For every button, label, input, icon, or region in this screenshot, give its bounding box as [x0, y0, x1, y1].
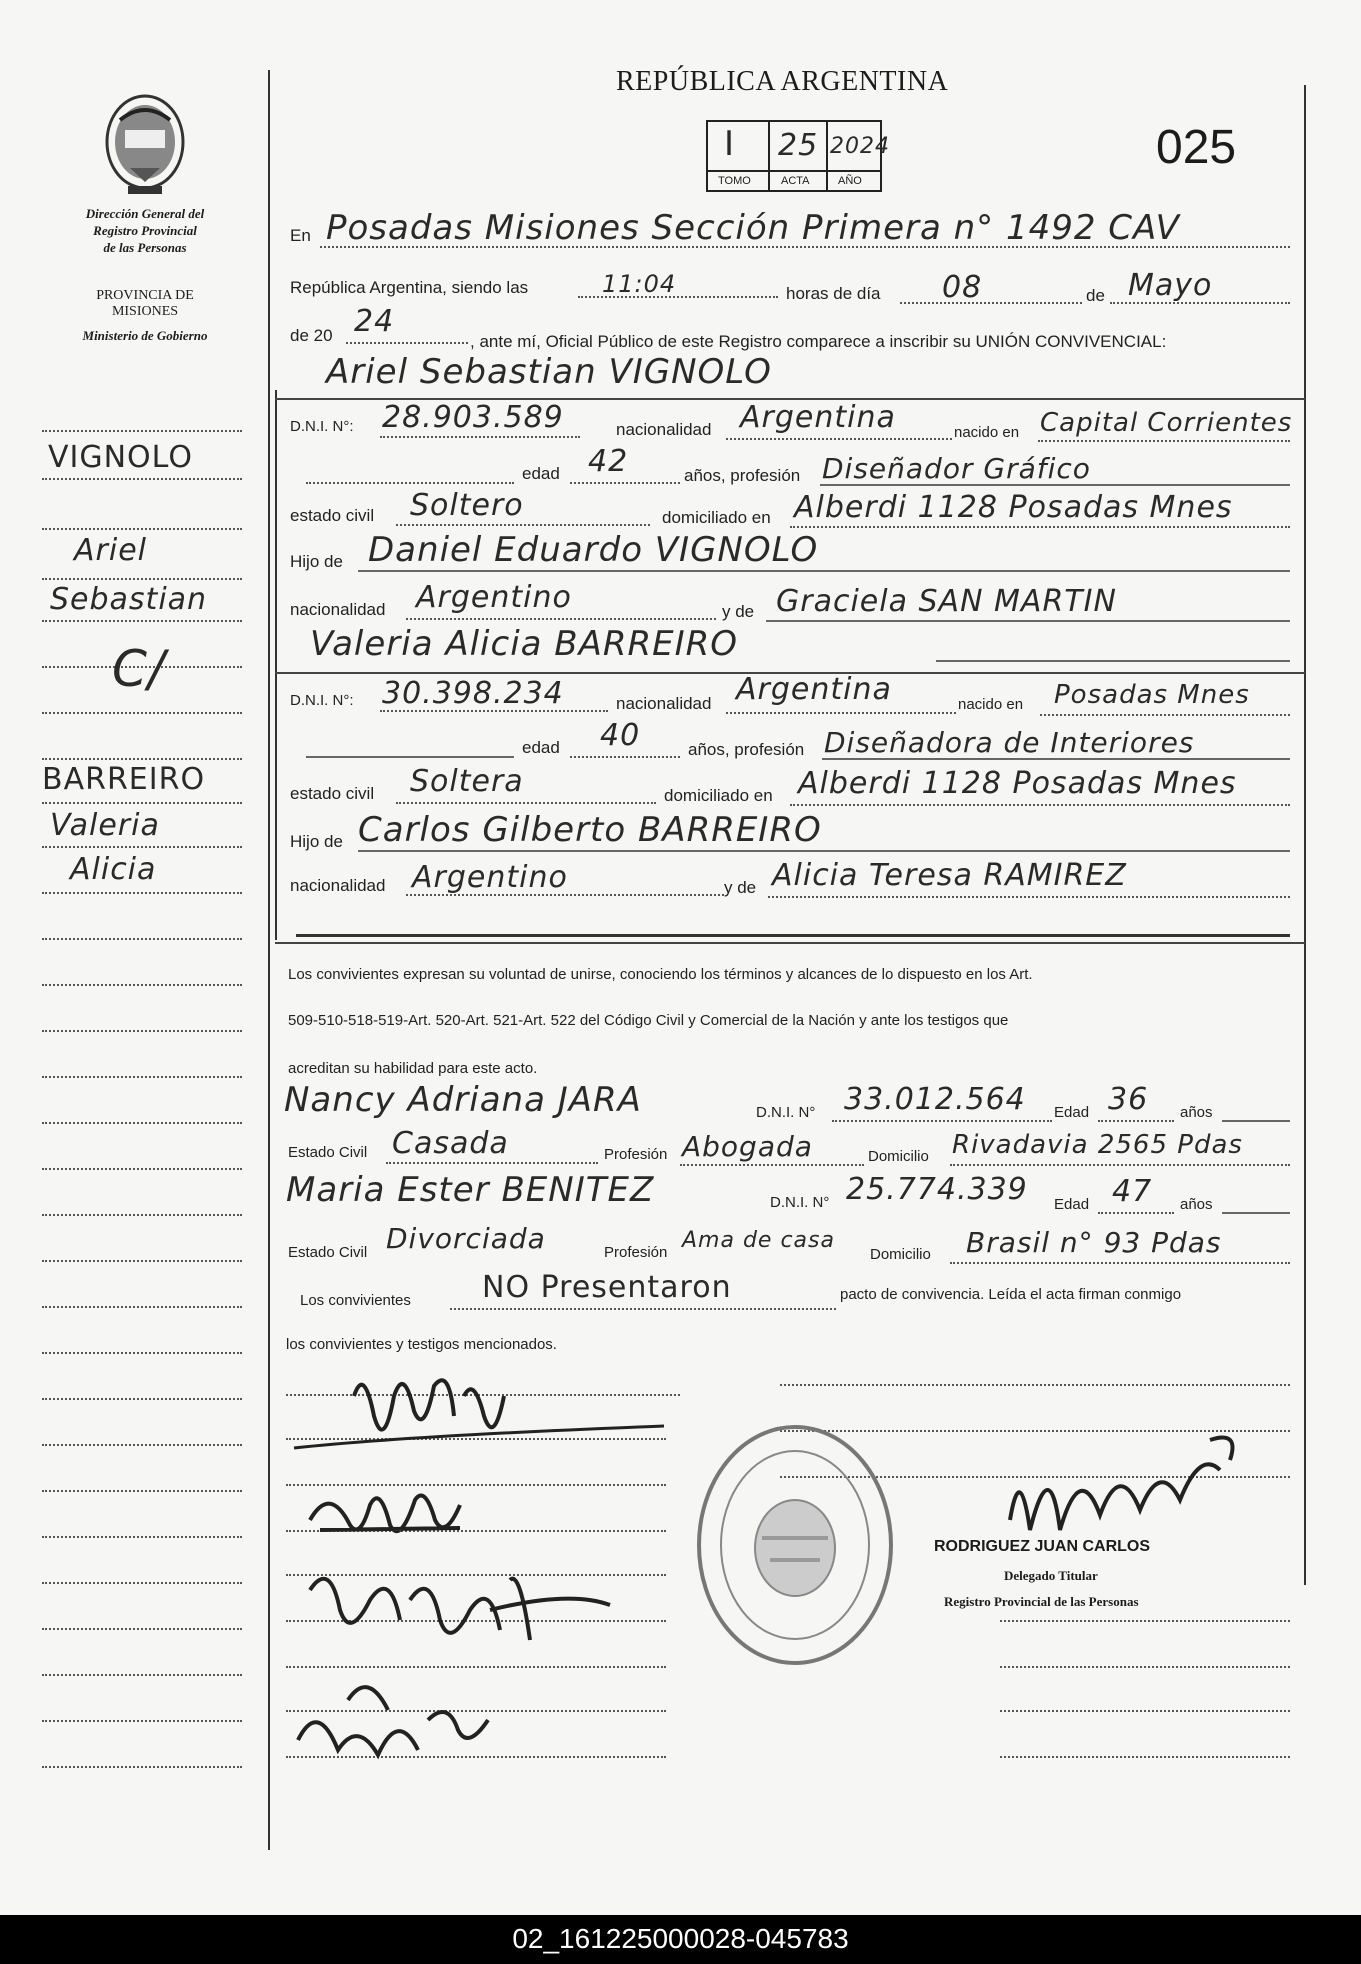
province-name: PROVINCIA DE MISIONES [96, 288, 194, 319]
witness2-anios-label: años [1180, 1196, 1213, 1213]
person2-dni: 30.398.234 [382, 676, 564, 711]
person2-yde-label: y de [724, 878, 757, 897]
province-emblem-icon [100, 90, 190, 195]
margin-conjunction: C/ [112, 640, 166, 698]
official-office: Registro Provincial de las Personas [944, 1594, 1139, 1609]
witness2-prof-label: Profesión [604, 1244, 668, 1261]
signature-convivient-2 [300, 1480, 500, 1550]
witness1-edad-label: Edad [1054, 1104, 1090, 1121]
margin-name-2b: Alicia [70, 852, 157, 887]
person1-nationality: Argentina [740, 400, 896, 435]
person1-father-nat: Argentino [416, 580, 572, 615]
person1-nacido-label: nacido en [954, 424, 1020, 441]
witness1-prof-label: Profesión [604, 1146, 668, 1163]
witness2-dni-label: D.N.I. N° [770, 1194, 830, 1211]
place-value: Posadas Misiones Sección Primera n° 1492 CAV [326, 208, 1180, 248]
person2-full-name: Valeria Alicia BARREIRO [310, 624, 739, 664]
acta-value: 25 [778, 128, 819, 163]
person1-nac-label: nacionalidad [616, 420, 712, 439]
declaration-line-3: acreditan su habilidad para este acto. [288, 1060, 538, 1077]
witness2-age: 47 [1112, 1174, 1153, 1209]
registry-box [706, 120, 890, 192]
scan-code: 02_161225000028-045783 [512, 1923, 849, 1954]
witness1-anios-label: años [1180, 1104, 1213, 1121]
tomo-label: TOMO [718, 175, 751, 187]
person1-nac2-label: nacionalidad [290, 600, 386, 619]
person1-civil: Soltero [410, 488, 524, 523]
official-name: RODRIGUEZ JUAN CARLOS [934, 1538, 1151, 1555]
acta-number: 025 [1156, 121, 1237, 174]
official-seal-icon [690, 1420, 900, 1670]
person2-civil: Soltera [410, 764, 524, 799]
witness1-dom-label: Domicilio [868, 1148, 929, 1165]
person1-address: Alberdi 1128 Posadas Mnes [794, 490, 1233, 525]
person2-profession: Diseñadora de Interiores [824, 726, 1195, 759]
person2-address: Alberdi 1128 Posadas Mnes [798, 766, 1237, 801]
witness1-dni: 33.012.564 [844, 1082, 1026, 1117]
year-value: 24 [354, 304, 395, 339]
en-label: En [290, 226, 311, 245]
person2-nacido-label: nacido en [958, 696, 1024, 713]
margin-surname-1: VIGNOLO [48, 440, 193, 475]
witness1-name: Nancy Adriana JARA [284, 1080, 642, 1120]
person2-birthplace: Posadas Mnes [1054, 680, 1250, 710]
witness1-civil-label: Estado Civil [288, 1144, 368, 1161]
signature-witness-2 [288, 1660, 508, 1770]
margin-name-1a: Ariel [74, 533, 147, 568]
person1-yde-label: y de [722, 602, 755, 621]
ante-label: , ante mí, Oficial Público de este Registro comparece a inscribir su UNIÓN CONVIVENCIAL: [470, 332, 1167, 351]
witness2-profession: Ama de casa [682, 1228, 835, 1253]
person1-civil-label: estado civil [290, 506, 375, 525]
person2-civil-label: estado civil [290, 784, 375, 803]
person2-mother: Alicia Teresa RAMIREZ [772, 858, 1127, 893]
person2-edad-label: edad [522, 738, 560, 757]
declaration-line-2: 509-510-518-519-Art. 520-Art. 521-Art. 522 del Código Civil y Comercial de la Nación y ante los testigos que [288, 1012, 1009, 1029]
witness2-civil-label: Estado Civil [288, 1244, 368, 1261]
closing-line-2: los convivientes y testigos mencionados. [286, 1336, 557, 1353]
year-label: de 20 [290, 326, 333, 345]
ministry-name: Ministerio de Gobierno [82, 328, 208, 343]
content-left-border [275, 390, 277, 940]
person2-dni-label: D.N.I. N°: [290, 692, 354, 709]
document-title: REPÚBLICA ARGENTINA [616, 66, 949, 97]
tomo-value: I [724, 124, 736, 164]
content-right-border [1304, 85, 1306, 1585]
day-value: 08 [942, 270, 983, 305]
republic-label: República Argentina, siendo las [290, 278, 529, 297]
person1-age: 42 [588, 444, 629, 479]
time-value: 11:04 [602, 270, 677, 298]
signature-witness-1 [290, 1560, 630, 1670]
witness2-dom-label: Domicilio [870, 1246, 931, 1263]
person2-nationality: Argentina [736, 672, 892, 707]
witness2-civil: Divorciada [386, 1222, 546, 1255]
scan-footer-bar [0, 1915, 1361, 1964]
person2-nac2-label: nacionalidad [290, 876, 386, 895]
witness1-profession: Abogada [682, 1130, 813, 1163]
margin-name-2a: Valeria [50, 808, 160, 843]
person1-profession: Diseñador Gráfico [822, 452, 1091, 485]
org-name: Dirección General del Registro Provincial de las Personas [85, 206, 205, 255]
person1-birthplace: Capital Corrientes [1040, 408, 1293, 438]
person2-nac-label: nacionalidad [616, 694, 712, 713]
witness2-dni: 25.774.339 [846, 1172, 1028, 1207]
person1-father: Daniel Eduardo VIGNOLO [368, 530, 819, 570]
anio-value: 2024 [830, 134, 890, 159]
acta-label: ACTA [781, 175, 810, 187]
witness2-address: Brasil n° 93 Pdas [966, 1226, 1222, 1259]
margin-surname-2: BARREIRO [42, 762, 206, 797]
person1-prof-label: años, profesión [684, 466, 801, 485]
witness1-age: 36 [1108, 1082, 1149, 1117]
signature-official [990, 1420, 1250, 1550]
month-value: Mayo [1128, 268, 1213, 303]
person2-age: 40 [600, 718, 641, 753]
de-label: de [1086, 286, 1105, 305]
person1-dni-label: D.N.I. N°: [290, 418, 354, 435]
witness1-civil: Casada [392, 1126, 509, 1161]
person1-domic-label: domiciliado en [662, 508, 771, 527]
person1-mother: Graciela SAN MARTIN [776, 584, 1117, 619]
person1-full-name: Ariel Sebastian VIGNOLO [326, 352, 772, 392]
margin-divider [268, 70, 270, 1850]
declaration-line-1: Los convivientes expresan su voluntad de unirse, conociendo los términos y alcances de lo dispuesto en los Art. [288, 966, 1033, 983]
person2-father: Carlos Gilberto BARREIRO [358, 810, 822, 850]
signature-convivient-1 [284, 1356, 684, 1466]
witness2-edad-label: Edad [1054, 1196, 1090, 1213]
person2-domic-label: domiciliado en [664, 786, 773, 805]
witness1-address: Rivadavia 2565 Pdas [952, 1130, 1243, 1160]
anio-label: AÑO [838, 175, 862, 187]
witness1-dni-label: D.N.I. N° [756, 1104, 816, 1121]
person2-prof-label: años, profesión [688, 740, 805, 759]
official-role: Delegado Titular [1004, 1568, 1098, 1583]
margin-name-1b: Sebastian [50, 582, 208, 617]
closing-pact: NO Presentaron [482, 1270, 732, 1305]
person1-hijo-label: Hijo de [290, 552, 343, 571]
person1-edad-label: edad [522, 464, 560, 483]
person2-hijo-label: Hijo de [290, 832, 343, 851]
person2-father-nat: Argentino [412, 860, 568, 895]
person1-dni: 28.903.589 [382, 400, 564, 435]
horas-label: horas de día [786, 284, 881, 303]
witness2-name: Maria Ester BENITEZ [286, 1170, 655, 1210]
closing-conv-label: Los convivientes [300, 1292, 411, 1309]
closing-pact-label: pacto de convivencia. Leída el acta firman conmigo [840, 1286, 1182, 1303]
